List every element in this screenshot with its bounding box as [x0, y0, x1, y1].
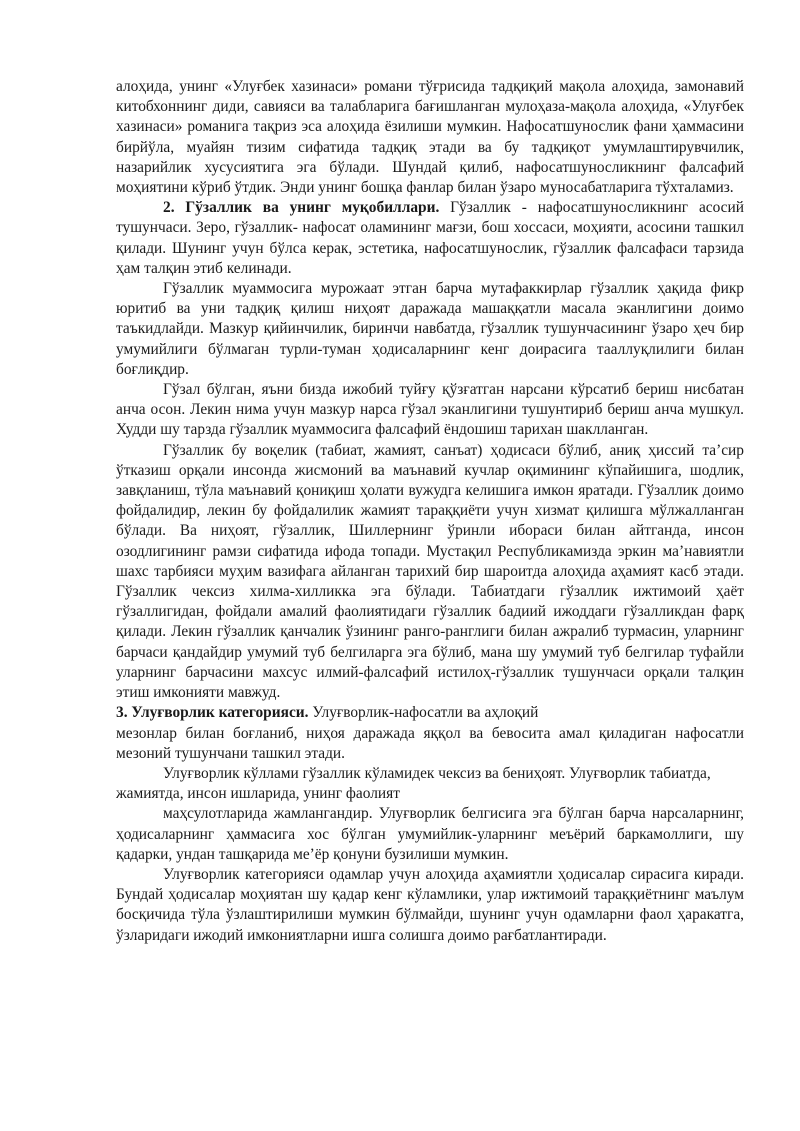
document-page	[116, 77, 744, 946]
section-3-heading-line-text: Улуғворлик-нафосатли ва аҳлоқий	[308, 704, 539, 722]
section-2-heading: 2. Гўзаллик ва унинг муқобиллари.	[163, 199, 440, 217]
section-3-heading-line	[116, 703, 744, 723]
paragraph-grandeur-scope-rest: маҳсулотларида жамлангандир. Улуғворлик белгисига эга бўлган барча нарсаларнинг, ҳодисаларнинг ҳаммасига хос бўлган умумийлик-уларнинг меъёрий баркамоллиги, шу қадарки, ундан ташқарида ме’ёр қонуни бузилиши мумкин.	[116, 805, 744, 863]
paragraph-beauty-definition: Гўзаллик бу воқелик (табиат, жамият, санъат) ҳодисаси бўлиб, аниқ ҳиссий та’сир ўтказиш орқали инсонда жисмоний ва маънавий кучлар оқимининг кўпайишига, шодлик, завқланиш, тўла маънавий қониқиш ҳолати вужудга келишига имкон яратади. Гўзаллик доимо фойдалидир, лекин бу фойдалилик жамият тараққиёти учун хизмат қилишга мўлжалланган бўлади. Ва ниҳоят, гўзаллик, Шиллернинг ўринли ибораси билан айтганда, инсон озодлигининг рамзи сифатида ифода топади. Мустақил Республикамизда эркин ма’навиятли шахс тарбияси муҳим вазифага айланган тарихий бир шароитда алоҳида аҳамият касб этади. Гўзаллик чексиз хилма-хилликка эга бўлади. Табиатдаги гўзаллик ижтимоий ҳаёт гўзаллигидан, фойдали амалий фаолиятидаги гўзаллик бадиий ижоддаги гўзалликдан фарқ қилади. Лекин гўзаллик қанчалик ўзининг ранго-ранглиги билан ажралиб турмасин, уларнинг барчаси қандайдир умумий туб белгиларга эга бўлиб, мана шу умумий туб белгилар туфайли уларнинг барчасини махсус илмий-фалсафий истилоҳ-гўзаллик тушунчаси орқали талқин этиш имконияти мавжуд.	[116, 441, 744, 702]
paragraph-beautiful-thing: Гўзал бўлган, яъни бизда ижобий туйғу қўзғатган нарсани кўрсатиб бериш нисбатан анча осон. Лекин нима учун мазкур нарса гўзал эканлигини тушунтириб бериш анча мушкул. Худди шу тарзда гўзаллик муаммосига фалсафий ёндошиш тарихан шаклланган.	[116, 381, 744, 439]
paragraph-grandeur-scope-line: Улуғворлик кўллами гўзаллик кўламидек чексиз ва бениҳоят. Улуғворлик табиатда, жамиятда, инсон ишларида, унинг фаолият	[116, 764, 711, 803]
section-2-intro-text: Гўзаллик - нафосатшуносликнинг асосий тушунчаси. Зеро, гўзаллик- нафосат оламининг мағзи, бош хоссаси, моҳияти, асосини ташкил қилади. Шунинг учун бўлса керак, эстетика, нафосатшунослик, гўзаллик фалсафаси тарзида ҳам талқин этиб келинади.	[116, 199, 744, 277]
section-2-paragraph	[116, 198, 744, 279]
section-3-heading: 3. Улуғворлик категорияси.	[116, 704, 309, 722]
paragraph-intro-continuation: алоҳида, унинг «Улуғбек хазинаси» романи тўғрисида тадқиқий мақола алоҳида, замонавий китобхоннинг диди, савияси ва талабларига бағишланган мулоҳаза-мақола алоҳида, «Улуғбек хазинаси» романига тақриз эса алоҳида ёзилиши мумкин. Нафосатшунослик фани ҳаммасини бирйўла, муайян тизим сифатида тадқиқ этади ва бу тадқиқот умумлаштирувчилик, назарийлик хусусиятига эга бўлади. Шундай қилиб, нафосатшуносликнинг фалсафий моҳиятини кўриб ўтдик. Энди унинг бошқа фанлар билан ўзаро муносабатларига тўхталамиз.	[116, 78, 744, 197]
paragraph-beauty-problem: Гўзаллик муаммосига мурожаат этган барча мутафаккирлар гўзаллик ҳақида фикр юритиб ва уни тадқиқ қилиш ниҳоят даражада машаққатли масала эканлигини доимо таъкидлайди. Мазкур қийинчилик, биринчи навбатда, гўзаллик тушунчасининг ўзаро ҳеч бир умумийлиги бўлмаган турли-туман ҳодисаларнинг кенг доирасига тааллуқлилиги билан боғлиқдир.	[116, 280, 744, 378]
paragraph-grandeur-category: Улуғворлик категорияси одамлар учун алоҳида аҳамиятли ҳодисалар сирасига киради. Бундай ҳодисалар моҳиятан шу қадар кенг кўламлики, улар ижтимоий тараққиётнинг маълум босқичида тўла ўзлаштирилиши мумкин бўлмайди, шунинг учун одамларни фаол ҳаракатга, ўзларидаги ижодий имкониятларни ишга солишга доимо рағбатлантиради.	[116, 865, 744, 944]
section-3-intro-text: мезонлар билан боғланиб, ниҳоя даражада яққол ва бевосита амал қиладиган нафосатли мезоний тушунчани ташкил этади.	[116, 724, 744, 762]
